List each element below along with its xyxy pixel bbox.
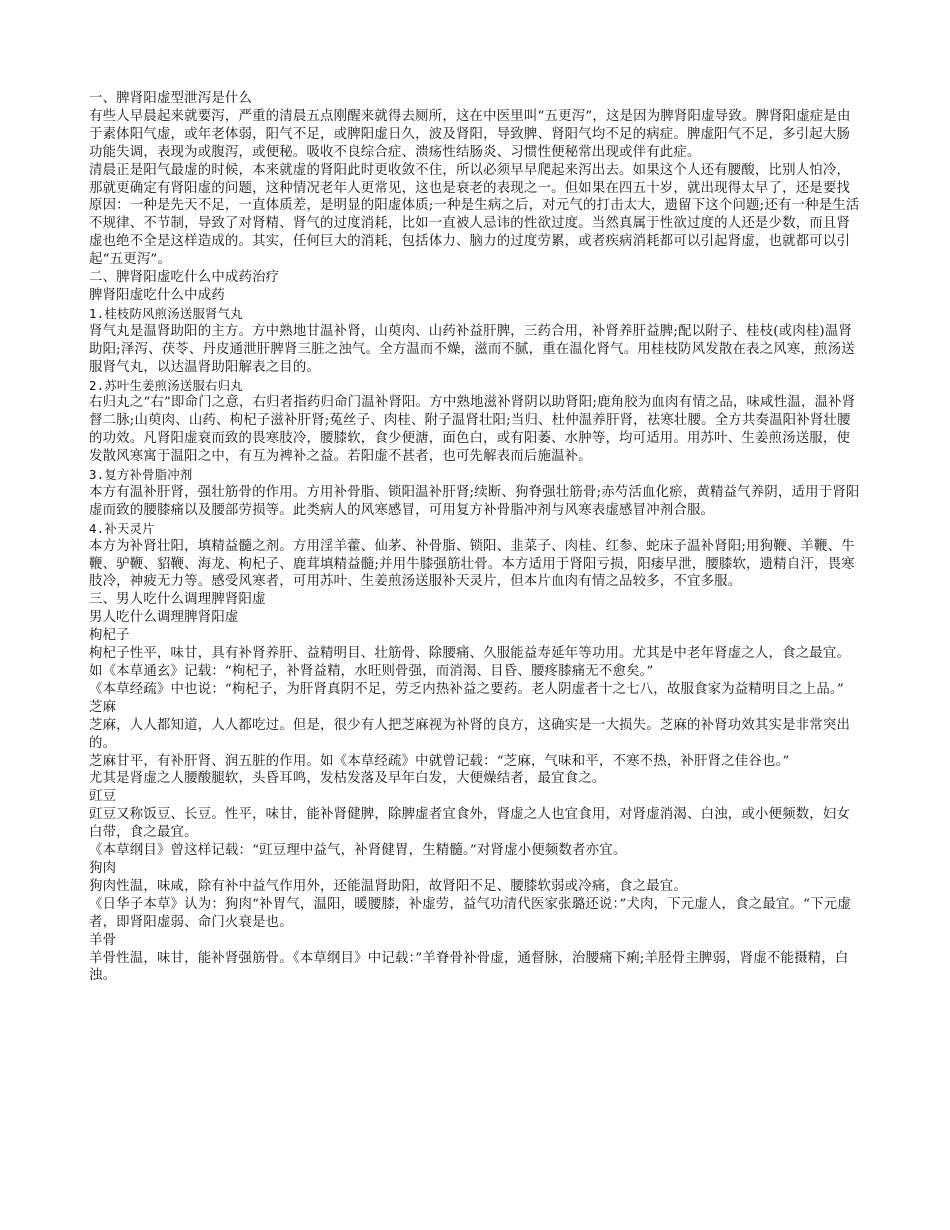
paragraph: 豇豆又称饭豆、长豆。性平，味甘，能补肾健脾，除脾虚者宜食外，肾虚之人也宜食用，对肾虚消渴、白浊，或小便频数，妇女白带，食之最宜。 <box>89 807 851 841</box>
section-heading: 脾肾阳虚吃什么中成药 <box>89 287 225 303</box>
paragraph: 芝麻甘平，有补肝肾、润五脏的作用。如《本草经疏》中就曾记载：“芝麻，气味和平，不寒不热，补肝肾之佳谷也。” <box>89 753 790 769</box>
numbered-heading: 2.苏叶生姜煎汤送服右归丸 <box>89 377 243 393</box>
document-body <box>89 90 861 985</box>
section-heading: 枸杞子 <box>89 628 130 644</box>
section-heading: 一、脾肾阳虚型泄泻是什么 <box>89 91 253 106</box>
paragraph: 《本草纲目》曾这样记载：“豇豆理中益气，补肾健胃，生精髓。”对肾虚小便频数者亦宜。 <box>89 843 627 859</box>
paragraph: 《本草经疏》中也说：“枸杞子，为肝肾真阴不足，劳乏内热补益之要药。老人阴虚者十之七八，故服食家为益精明目之上品。” <box>89 681 844 697</box>
paragraph: 右归丸之“右”即命门之意，右归者指药归命门温补肾阳。方中熟地滋补肾阴以助肾阳;鹿角胶为血肉有情之品，味咸性温，温补肾督二脉;山萸肉、山药、枸杞子滋补肝肾;菟丝子、肉桂、附子温肾壮阳;当归、杜仲温养肝肾，祛寒壮腰。全方共奏温阳补肾壮腰的功效。凡肾阳虚衰而致的畏寒肢冷，腰膝软，食少便溏，面色白，或有阳萎、水肿等，均可适用。用苏叶、生姜煎汤送服，使发散风寒寓于温阳之中，有互为裨补之益。若阳虚不甚者，也可先解表而后施温补。 <box>89 395 856 465</box>
paragraph: 如《本草通玄》记载：“枸杞子，补肾益精，水旺则骨强，而消渴、目昏、腰疼膝痛无不愈矣。” <box>89 664 654 679</box>
paragraph: 尤其是肾虚之人腰酸腿软，头昏耳鸣，发枯发落及早年白发，大便燥结者，最宜食之。 <box>89 771 606 787</box>
numbered-heading: 3.复方补骨脂冲剂 <box>89 467 193 483</box>
paragraph: 羊骨性温，味甘，能补肾强筋骨。《本草纲目》中记载：”羊脊骨补骨虚，通督脉，治腰痛下痢;羊胫骨主脾弱，肾虚不能摄精，白浊。 <box>89 950 849 984</box>
section-heading: 三、男人吃什么调理脾肾阳虚 <box>89 592 266 608</box>
paragraph: 《日华子本草》认为：狗肉“补胃气，温阳，暖腰膝，补虚劳，益气功清代医家张璐还说：”犬肉，下元虚人，食之最宜。“下元虚者，即肾阳虚弱、命门火衰是也。 <box>89 896 851 930</box>
section-heading: 狗肉 <box>89 860 117 876</box>
section-heading: 男人吃什么调理脾肾阳虚 <box>89 610 239 626</box>
numbered-heading: 4.补天灵片 <box>89 520 155 536</box>
section-heading: 芝麻 <box>89 699 117 715</box>
paragraph: 本方有温补肝肾，强壮筋骨的作用。方用补骨脂、锁阳温补肝肾;续断、狗脊强壮筋骨;赤芍活血化瘀，黄精益气养阴，适用于肾阳虚而致的腰膝痛以及腰部劳损等。此类病人的风寒感冒，可用复方补骨脂冲剂与风寒表虚感冒冲剂合服。 <box>89 484 860 518</box>
paragraph: 芝麻，人人都知道，人人都吃过。但是，很少有人把芝麻视为补肾的良方，这确实是一大损失。芝麻的补肾功效其实是非常突出的。 <box>89 717 851 751</box>
numbered-heading: 1.桂枝防风煎汤送服肾气丸 <box>89 305 243 321</box>
paragraph: 肾气丸是温肾助阳的主方。方中熟地甘温补肾，山萸肉、山药补益肝脾，三药合用，补肾养肝益脾;配以附子、桂枝(或肉桂)温肾助阳;泽泻、茯苓、丹皮通泄肝脾肾三脏之浊气。全方温而不燥，滋而不腻，重在温化肾气。用桂枝防风发散在表之风寒，煎汤送服肾气丸，以达温肾助阳解表之目的。 <box>89 323 855 375</box>
section-heading: 豇豆 <box>89 789 117 805</box>
paragraph: 枸杞子性平，味甘，具有补肾养肝、益精明目、壮筋骨、除腰痛、久服能益寿延年等功用。尤其是中老年肾虚之人，食之最宜。 <box>89 646 851 662</box>
paragraph: 清晨正是阳气最虚的时候，本来就虚的肾阳此时更收敛不住，所以必须早早爬起来泻出去。如果这个人还有腰酸，比别人怕冷，那就更确定有肾阳虚的问题，这种情况老年人更常见，这也是衰老的表现之一。但如果在四五十岁，就出现得太早了，还是要找原因：一种是先天不足，一直体质差，是明显的阳虚体质;一种是生病之后，对元气的打击太大，遗留下这个问题;还有一种是生活不规律、不节制，导致了对肾精、肾气的过度消耗，比如一直被人忌讳的性欲过度。当然真属于性欲过度的人还是少数，而且肾虚也绝不全是这样造成的。其实，任何巨大的消耗，包括体力、脑力的过度劳累，或者疾病消耗都可以引起肾虚，也就都可以引起“五更泻”。 <box>89 162 860 268</box>
section-heading: 二、脾肾阳虚吃什么中成药治疗 <box>89 270 280 286</box>
paragraph: 本方为补肾壮阳，填精益髓之剂。方用淫羊藿、仙茅、补骨脂、锁阳、韭菜子、肉桂、红参、蛇床子温补肾阳;用狗鞭、羊鞭、牛鞭、驴鞭、貂鞭、海龙、枸杞子、鹿茸填精益髓;并用牛膝强筋壮骨。本方适用于肾阳亏损，阳痿早泄，腰膝软，遗精自汗，畏寒肢冷，神疲无力等。感受风寒者，可用苏叶、生姜煎汤送服补天灵片，但本片血肉有情之品较多，不宜多服。 <box>89 538 855 590</box>
paragraph: 有些人早晨起来就要泻，严重的清晨五点刚醒来就得去厕所，这在中医里叫“五更泻”，这是因为脾肾阳虚导致。脾肾阳虚症是由于素体阳气虚，或年老体弱，阳气不足，或脾阳虚日久，波及肾阳，导致脾、肾阳气均不足的病症。脾虚阳气不足，多引起大肠功能失调，表现为或腹泻，或便秘。吸收不良综合症、溃疡性结肠炎、习惯性便秘常出现或伴有此症。 <box>89 108 851 160</box>
paragraph: 狗肉性温，味咸，除有补中益气作用外，还能温肾助阳，故肾阳不足、腰膝软弱或冷痛，食之最宜。 <box>89 878 687 894</box>
section-heading: 羊骨 <box>89 932 117 948</box>
